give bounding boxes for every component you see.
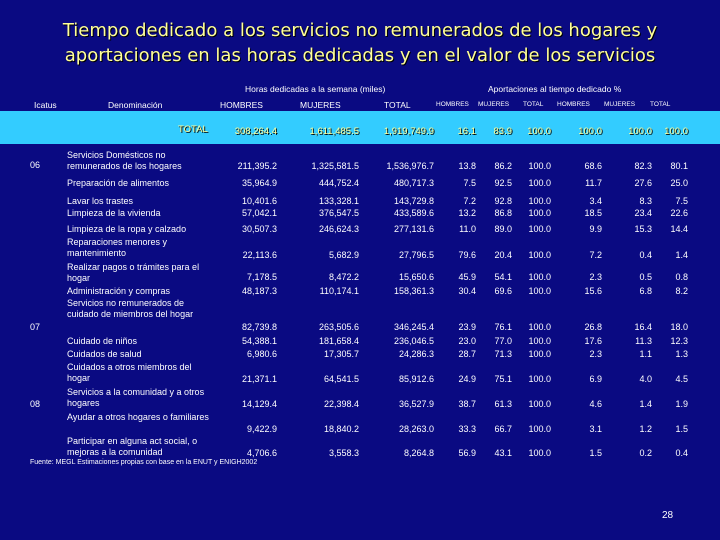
- cell-val-hombres: 2.3: [589, 272, 602, 282]
- cell-pct-mujeres: 92.5: [494, 178, 512, 188]
- cell-total: 8,264.8: [403, 448, 434, 458]
- title-line-1: Tiempo dedicado a los servicios no remunerados de los hogares y: [62, 20, 658, 41]
- cell-total: 346,245.4: [393, 322, 434, 332]
- header-total: TOTAL: [384, 100, 411, 110]
- cell-pct-total: 100.0: [528, 250, 551, 260]
- cell-mujeres: 376,547.5: [318, 208, 359, 218]
- cell-hombres: 4,706.6: [246, 448, 277, 458]
- header-sub-mujeres-2: MUJERES: [604, 101, 636, 108]
- cell-val-mujeres: 27.6: [634, 178, 652, 188]
- cell-hombres: 9,422.9: [246, 424, 277, 434]
- total-val-hombres: 100.0: [578, 126, 602, 137]
- cell-pct-hombres: 28.7: [458, 349, 476, 359]
- cell-val-mujeres: 16.4: [634, 322, 652, 332]
- cell-val-total: 14.4: [670, 224, 688, 234]
- cell-val-total: 1.4: [675, 250, 688, 260]
- row-label: Preparación de alimentos: [67, 178, 170, 188]
- cell-val-mujeres: 0.4: [639, 250, 652, 260]
- header-denominacion: Denominación: [108, 100, 163, 110]
- cell-hombres: 54,388.1: [241, 336, 277, 346]
- cell-val-hombres: 17.6: [584, 336, 602, 346]
- cell-pct-mujeres: 43.1: [494, 448, 512, 458]
- total-pct-total: 100.0: [527, 126, 551, 137]
- cell-mujeres: 5,682.9: [328, 250, 359, 260]
- cell-val-hombres: 4.6: [589, 399, 602, 409]
- cell-val-mujeres: 8.3: [639, 196, 652, 206]
- cell-pct-total: 100.0: [528, 286, 551, 296]
- total-pct-hombres: 16.1: [457, 126, 476, 137]
- cell-pct-total: 100.0: [528, 349, 551, 359]
- row-label: Servicios a la comunidad y a otros hogares: [67, 387, 205, 408]
- cell-pct-mujeres: 77.0: [494, 336, 512, 346]
- row-label: Servicios Domésticos no remunerados de los hogares: [67, 150, 182, 171]
- cell-pct-mujeres: 75.1: [494, 374, 512, 384]
- row-label: Cuidado de niños: [67, 336, 138, 346]
- cell-val-hombres: 11.7: [585, 178, 602, 188]
- cell-hombres: 6,980.6: [246, 349, 277, 359]
- cell-total: 15,650.6: [398, 272, 434, 282]
- total-val-total: 100.0: [664, 126, 688, 137]
- cell-total: 480,717.3: [393, 178, 434, 188]
- cell-pct-total: 100.0: [528, 448, 551, 458]
- cell-pct-total: 100.0: [528, 272, 551, 282]
- cell-val-mujeres: 23.4: [634, 208, 652, 218]
- cell-val-mujeres: 1.2: [639, 424, 652, 434]
- cell-pct-hombres: 23.9: [458, 322, 476, 332]
- cell-hombres: 57,042.1: [241, 208, 277, 218]
- header-icatus: Icatus: [34, 100, 57, 110]
- cell-pct-total: 100.0: [528, 424, 551, 434]
- cell-pct-total: 100.0: [528, 178, 551, 188]
- cell-pct-mujeres: 89.0: [494, 224, 512, 234]
- cell-mujeres: 133,328.1: [318, 196, 359, 206]
- cell-pct-hombres: 56.9: [458, 448, 476, 458]
- cell-mujeres: 444,752.4: [318, 178, 359, 188]
- total-hombres: 308,264.4: [234, 126, 277, 137]
- header-mujeres: MUJERES: [300, 100, 341, 110]
- cell-hombres: 82,739.8: [241, 322, 277, 332]
- cell-total: 36,527.9: [398, 399, 434, 409]
- cell-pct-hombres: 24.9: [458, 374, 476, 384]
- cell-val-total: 12.3: [670, 336, 688, 346]
- cell-val-mujeres: 0.5: [639, 272, 652, 282]
- cell-val-hombres: 68.6: [584, 161, 602, 171]
- cell-val-total: 0.4: [675, 448, 688, 458]
- cell-pct-hombres: 7.5: [463, 178, 476, 188]
- cell-mujeres: 64,541.5: [323, 374, 359, 384]
- cell-mujeres: 22,398.4: [323, 399, 359, 409]
- row-code: 07: [30, 322, 41, 332]
- cell-total: 277,131.6: [393, 224, 434, 234]
- row-label: Servicios no remunerados de cuidado de miembros del hogar: [67, 298, 194, 319]
- cell-hombres: 14,129.4: [241, 399, 277, 409]
- cell-hombres: 35,964.9: [241, 178, 277, 188]
- cell-total: 24,286.3: [398, 349, 434, 359]
- cell-total: 143,729.8: [393, 196, 434, 206]
- cell-pct-mujeres: 54.1: [494, 272, 512, 282]
- header-hours-group: Horas dedicadas a la semana (miles): [245, 84, 386, 94]
- cell-pct-total: 100.0: [528, 374, 551, 384]
- row-label: Limpieza de la ropa y calzado: [67, 224, 187, 234]
- cell-val-hombres: 3.1: [589, 424, 602, 434]
- cell-val-total: 18.0: [670, 322, 688, 332]
- cell-val-hombres: 3.4: [589, 196, 602, 206]
- cell-pct-hombres: 79.6: [458, 250, 476, 260]
- header-hombres: HOMBRES: [220, 100, 263, 110]
- cell-total: 236,046.5: [393, 336, 434, 346]
- cell-total: 1,536,976.7: [386, 161, 434, 171]
- cell-val-mujeres: 15.3: [634, 224, 652, 234]
- cell-mujeres: 3,558.3: [328, 448, 359, 458]
- cell-val-hombres: 15.6: [584, 286, 602, 296]
- row-label: Administración y compras: [67, 286, 171, 296]
- cell-val-total: 4.5: [675, 374, 688, 384]
- cell-mujeres: 246,624.3: [318, 224, 359, 234]
- cell-hombres: 22,113.6: [242, 250, 277, 260]
- cell-pct-mujeres: 69.6: [494, 286, 512, 296]
- cell-pct-total: 100.0: [528, 208, 551, 218]
- cell-pct-total: 100.0: [528, 399, 551, 409]
- cell-val-hombres: 6.9: [589, 374, 602, 384]
- cell-pct-hombres: 13.8: [458, 161, 476, 171]
- total-row: [0, 111, 720, 144]
- cell-val-total: 1.5: [675, 424, 688, 434]
- cell-pct-mujeres: 86.2: [494, 161, 512, 171]
- cell-val-hombres: 9.9: [589, 224, 602, 234]
- cell-val-total: 1.9: [675, 399, 688, 409]
- row-label: Cuidados de salud: [67, 349, 142, 359]
- cell-total: 28,263.0: [398, 424, 434, 434]
- cell-hombres: 21,371.1: [241, 374, 277, 384]
- cell-pct-hombres: 13.2: [458, 208, 476, 218]
- cell-val-mujeres: 82.3: [634, 161, 652, 171]
- row-label: Ayudar a otros hogares o familiares: [67, 412, 209, 422]
- page-number: 28: [662, 510, 674, 521]
- cell-mujeres: 17,305.7: [323, 349, 359, 359]
- cell-val-mujeres: 1.1: [639, 349, 652, 359]
- cell-val-total: 1.3: [675, 349, 688, 359]
- cell-val-hombres: 2.3: [589, 349, 602, 359]
- cell-val-mujeres: 1.4: [639, 399, 652, 409]
- cell-pct-total: 100.0: [528, 322, 551, 332]
- cell-val-mujeres: 0.2: [639, 448, 652, 458]
- header-sub-total-1: TOTAL: [523, 101, 544, 108]
- row-code: 06: [30, 160, 41, 170]
- total-val-mujeres: 100.0: [628, 126, 652, 137]
- header-sub-hombres-2: HOMBRES: [557, 101, 590, 108]
- cell-val-total: 22.6: [670, 208, 688, 218]
- source-note: Fuente: MEGL Estimaciones propias con base en la ENUT y ENIGH2002: [30, 459, 258, 466]
- header-contrib-group: Aportaciones al tiempo dedicado %: [488, 84, 622, 94]
- cell-pct-mujeres: 76.1: [494, 322, 512, 332]
- total-pct-mujeres: 83.9: [493, 126, 512, 137]
- cell-hombres: 7,178.5: [246, 272, 277, 282]
- row-code: 08: [30, 399, 41, 409]
- cell-mujeres: 263,505.6: [318, 322, 359, 332]
- cell-val-mujeres: 4.0: [639, 374, 652, 384]
- cell-mujeres: 18,840.2: [323, 424, 359, 434]
- cell-mujeres: 8,472.2: [328, 272, 359, 282]
- cell-val-total: 0.8: [675, 272, 688, 282]
- row-label: Lavar los trastes: [67, 196, 134, 206]
- cell-val-total: 25.0: [670, 178, 688, 188]
- row-label: Participar en alguna act social, o mejoras a la comunidad: [67, 436, 198, 457]
- cell-val-total: 8.2: [675, 286, 688, 296]
- cell-total: 85,912.6: [398, 374, 434, 384]
- cell-val-total: 7.5: [675, 196, 688, 206]
- cell-total: 158,361.3: [393, 286, 434, 296]
- cell-pct-total: 100.0: [528, 336, 551, 346]
- cell-val-hombres: 26.8: [584, 322, 602, 332]
- row-label: Reparaciones menores y mantenimiento: [67, 237, 168, 258]
- title-line-2: aportaciones en las horas dedicadas y en el valor de los servicios: [64, 45, 656, 66]
- cell-hombres: 48,187.3: [241, 286, 277, 296]
- cell-pct-mujeres: 86.8: [494, 208, 512, 218]
- cell-pct-mujeres: 66.7: [494, 424, 512, 434]
- cell-val-mujeres: 6.8: [639, 286, 652, 296]
- cell-pct-mujeres: 61.3: [494, 399, 512, 409]
- cell-pct-total: 100.0: [528, 224, 551, 234]
- cell-pct-hombres: 45.9: [458, 272, 476, 282]
- cell-mujeres: 181,658.4: [318, 336, 359, 346]
- cell-val-hombres: 18.5: [584, 208, 602, 218]
- cell-pct-mujeres: 71.3: [494, 349, 512, 359]
- cell-hombres: 10,401.6: [241, 196, 277, 206]
- total-mujeres: 1,611,485.5: [309, 126, 359, 137]
- header-sub-hombres-1: HOMBRES: [436, 101, 469, 108]
- cell-pct-mujeres: 20.4: [494, 250, 512, 260]
- cell-mujeres: 110,174.1: [319, 286, 359, 296]
- cell-pct-hombres: 11.0: [459, 224, 476, 234]
- cell-pct-total: 100.0: [528, 161, 551, 171]
- cell-pct-hombres: 38.7: [458, 399, 476, 409]
- row-label: Limpieza de la vivienda: [67, 208, 161, 218]
- cell-hombres: 30,507.3: [241, 224, 277, 234]
- cell-pct-mujeres: 92.8: [494, 196, 512, 206]
- cell-pct-hombres: 23.0: [458, 336, 476, 346]
- cell-val-hombres: 1.5: [589, 448, 602, 458]
- cell-pct-hombres: 33.3: [458, 424, 476, 434]
- cell-val-total: 80.1: [670, 161, 688, 171]
- total-total: 1,919,749.9: [383, 126, 434, 137]
- slide-title: [0, 18, 720, 68]
- header-sub-mujeres-1: MUJERES: [478, 101, 510, 108]
- cell-pct-hombres: 30.4: [458, 286, 476, 296]
- cell-hombres: 211,395.2: [237, 161, 277, 171]
- header-sub-total-2: TOTAL: [650, 101, 671, 108]
- cell-pct-total: 100.0: [528, 196, 551, 206]
- cell-pct-hombres: 7.2: [463, 196, 476, 206]
- row-label: Cuidados a otros miembros del hogar: [67, 362, 192, 383]
- cell-total: 433,589.6: [393, 208, 434, 218]
- total-label: TOTAL: [178, 124, 208, 135]
- cell-mujeres: 1,325,581.5: [311, 161, 359, 171]
- cell-val-hombres: 7.2: [589, 250, 602, 260]
- cell-val-mujeres: 11.3: [635, 336, 652, 346]
- row-label: Realizar pagos o trámites para el hogar: [67, 262, 200, 283]
- cell-total: 27,796.5: [398, 250, 434, 260]
